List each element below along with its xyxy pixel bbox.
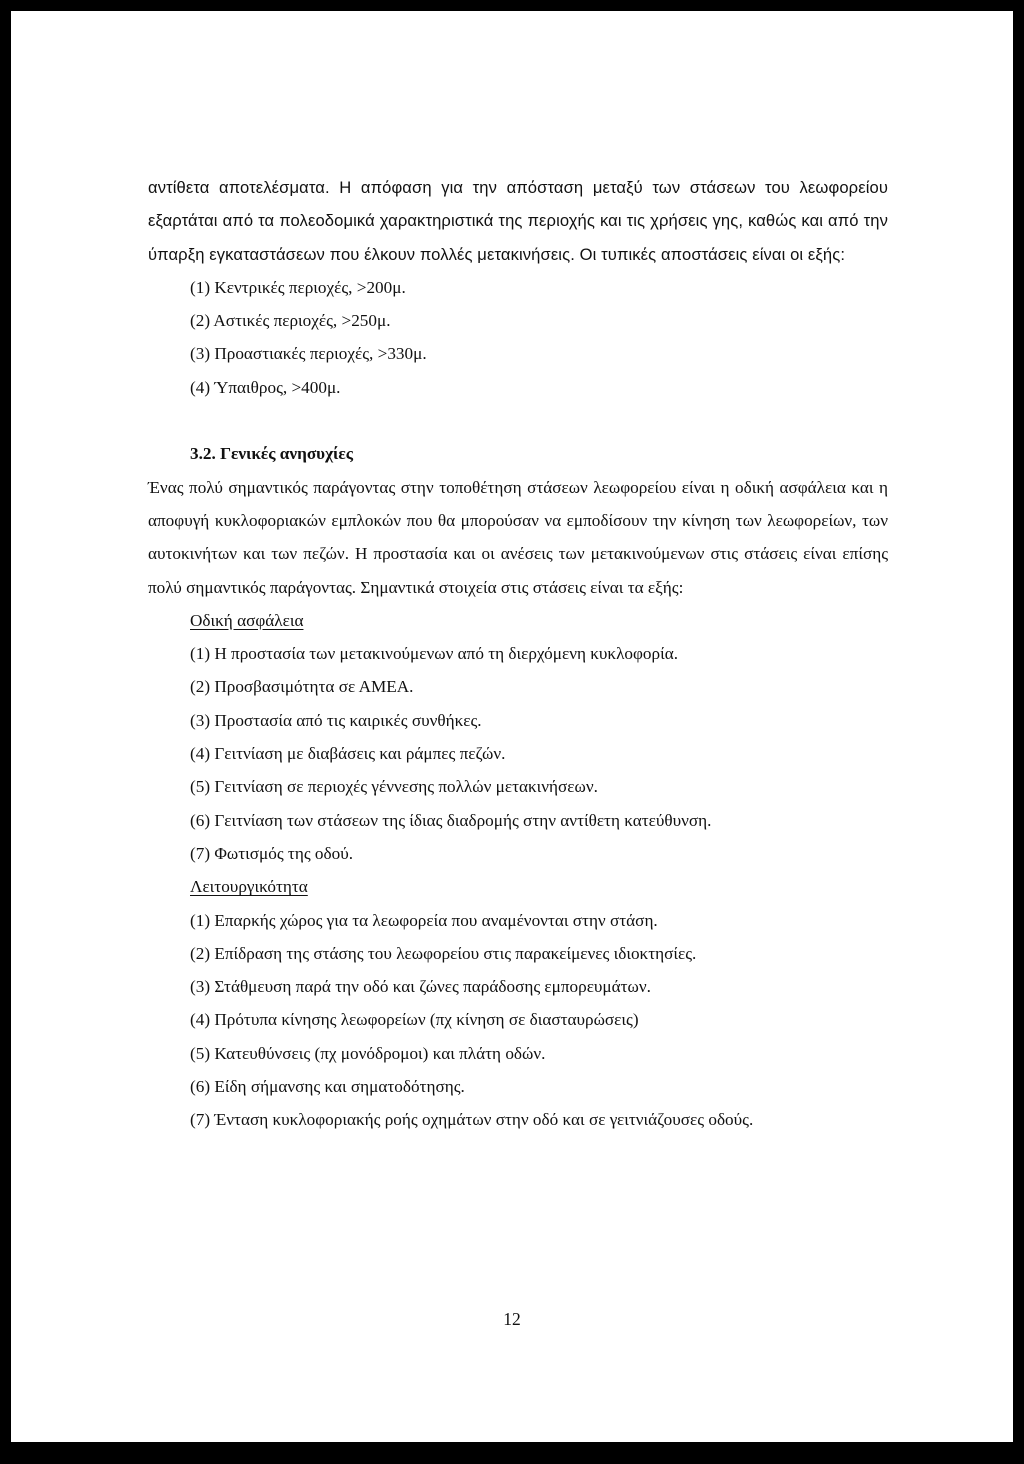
- list-item: (4) Πρότυπα κίνησης λεωφορείων (πχ κίνηση σε διασταυρώσεις): [190, 1010, 639, 1030]
- list-item: (3) Στάθμευση παρά την οδό και ζώνες παράδοσης εμπορευμάτων.: [190, 977, 651, 997]
- list-item: (6) Είδη σήμανσης και σηματοδότησης.: [190, 1077, 465, 1097]
- list-item: (7) Φωτισμός της οδού.: [190, 843, 354, 863]
- list-item: (5) Κατευθύνσεις (πχ μονόδρομοι) και πλάτη οδών.: [190, 1043, 546, 1063]
- road-safety-list: [148, 637, 888, 870]
- list-item: (4) Γειτνίαση με διαβάσεις και ράμπες πεζών.: [190, 744, 506, 764]
- list-item: (2) Επίδραση της στάσης του λεωφορείου στις παρακείμενες ιδιοκτησίες.: [190, 943, 697, 963]
- list-item: (2) Αστικές περιοχές, >250μ.: [190, 311, 391, 331]
- list-item: (3) Προαστιακές περιοχές, >330μ.: [190, 344, 427, 364]
- spacer: [148, 404, 888, 437]
- section-heading: 3.2. Γενικές ανησυχίες: [190, 444, 353, 464]
- list-item: (4) Ύπαιθρος, >400μ.: [190, 377, 341, 397]
- list-item: (1) Η προστασία των μετακινούμενων από τη διερχόμενη κυκλοφορία.: [190, 644, 679, 664]
- list-item: (2) Προσβασιμότητα σε ΑΜΕΑ.: [190, 677, 414, 697]
- list-item: (1) Κεντρικές περιοχές, >200μ.: [190, 277, 406, 297]
- document-page: [11, 11, 1013, 1442]
- list-item: (5) Γειτνίαση σε περιοχές γέννεσης πολλών μετακινήσεων.: [190, 777, 598, 797]
- functionality-list: [148, 904, 888, 1137]
- list-item: (3) Προστασία από τις καιρικές συνθήκες.: [190, 710, 482, 730]
- page-number: 12: [503, 1309, 521, 1329]
- functionality-title: Λειτουργικότητα: [190, 877, 308, 897]
- intro-paragraph: αντίθετα αποτελέσματα. Η απόφαση για την απόσταση μεταξύ των στάσεων του λεωφορείου εξαρτάται από τα πολεοδομικά χαρακτηριστικά της περιοχής και τις χρήσεις γης, καθώς και από την ύπαρξη εγκαταστάσεων που έλκουν πολλές μετακινήσεις. Οι τυπικές αποστάσεις είναι οι εξής:: [148, 178, 888, 264]
- page-content: [148, 171, 888, 1137]
- distance-list: [148, 271, 888, 404]
- list-item: (7) Ένταση κυκλοφοριακής ροής οχημάτων στην οδό και σε γειτνιάζουσες οδούς.: [190, 1110, 754, 1130]
- road-safety-title: Οδική ασφάλεια: [190, 610, 304, 630]
- list-item: (6) Γειτνίαση των στάσεων της ίδιας διαδρομής στην αντίθετη κατεύθυνση.: [190, 810, 712, 830]
- section-paragraph: Ένας πολύ σημαντικός παράγοντας στην τοποθέτηση στάσεων λεωφορείου είναι η οδική ασφάλεια και η αποφυγή κυκλοφοριακών εμπλοκών που θα μπορούσαν να εμποδίσουν την κίνηση των λεωφορείων, των αυτοκινήτων και των πεζών. Η προστασία και οι ανέσεις των μετακινούμενων στις στάσεις είναι επίσης πολύ σημαντικός παράγοντας. Σημαντικά στοιχεία στις στάσεις είναι τα εξής:: [148, 477, 888, 597]
- list-item: (1) Επαρκής χώρος για τα λεωφορεία που αναμένονται στην στάση.: [190, 910, 658, 930]
